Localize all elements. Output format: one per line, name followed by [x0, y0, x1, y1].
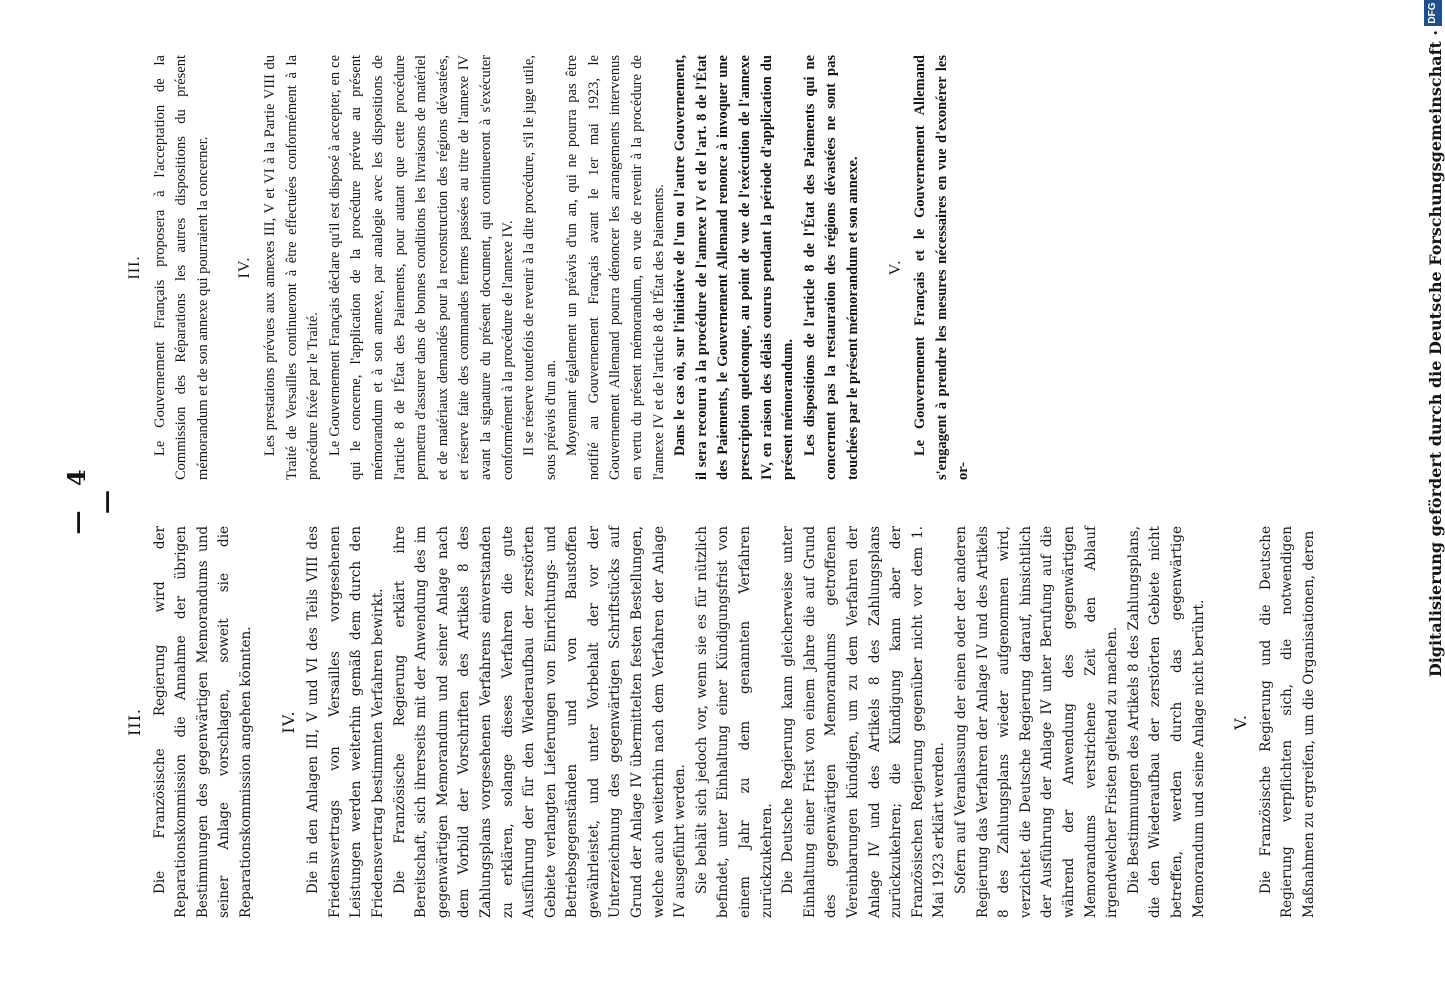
- paragraph: Le Gouvernement Français proposera à l'acceptation de la Commission des Réparations les autres dispositions du présent mémorandum et de son annexe qui pourraient la concerner.: [151, 55, 211, 480]
- digitization-credit: [1422, 0, 1444, 1000]
- paragraph: Le Gouvernement Français et le Gouvernement Allemand s'engagent à prendre les mesures nécessaires en vue d'exonérer les or-: [912, 55, 972, 480]
- section-heading: IV.: [236, 256, 254, 279]
- paragraph: Die Französische Regierung wird der Reparationskommission die Annahme der übrigen Bestimmungen des gegenwärtigen Memorandums und seiner Anlage vorschlagen, soweit sie die Reparationskommission angehen könnten.: [151, 526, 254, 918]
- section-heading: III.: [126, 255, 143, 280]
- paragraph: Die Bestimmungen des Artikels 8 des Zahlungsplans, die den Wiederaufbau der zerstörten Gebiete nicht betreffen, werden durch das gegenwärtige Memorandum und seine Anlage nicht berührt.: [1125, 526, 1207, 918]
- page-number: — 4 —: [62, 461, 120, 535]
- paragraph: Les dispositions de l'article 8 de l'État des Paiements qui ne concernent pas la restauration des régions dévastées ne sont pas touchées par le présent mémorandum et son annexe.: [801, 55, 861, 480]
- paragraph: Sie behält sich jedoch vor, wenn sie es für nützlich befindet, unter Einhaltung einer Kündigungsfrist von einem Jahr zu dem genannten Verfahren zurückzukehren.: [693, 526, 775, 918]
- paragraph: Die Französische Regierung erklärt ihre Bereitschaft, sich ihrerseits mit der Anwendung des im gegenwärtigen Memorandum und seiner Anlage nach dem Vorbild der Vorschriften des Artikels 8 des Zahlungsplans vorgesehenen Verfahrens einverstanden zu erklären, solange dieses Verfahren die gute Ausführung der für den Wiederaufbau der zerstörten Gebiete verlangten Lieferungen von Einrichtungs- und Betriebsgegenständen und von Baustoffen gewährleistet, und unter Vorbehalt der vor der Unterzeichnung des gegenwärtigen Schriftstücks auf Grund der Anlage IV übermittelten festen Bestellungen, welche auch weiterhin nach dem Verfahren der Anlage IV ausgeführt werden.: [391, 526, 689, 918]
- paragraph: Les prestations prévues aux annexes III, V et VI à la Partie VIII du Traité de Versailles continueront à être effectuées conformément à la procédure fixée par le Traité.: [261, 55, 322, 480]
- german-column: [112, 526, 1320, 918]
- paragraph: Die Französische Regierung und die Deutsche Regierung verpflichten sich, die notwendigen Maßnahmen zu ergreifen, um die Organisationen, deren: [1257, 526, 1317, 918]
- credit-text: Digitalisierung gefördert durch die Deutsche Forschungsgemeinschaft ·: [1426, 30, 1445, 678]
- section-heading: V.: [1231, 714, 1251, 730]
- french-column: [112, 55, 975, 480]
- paragraph: Die in den Anlagen III, V und VI des Teils VIII des Friedensvertrags von Versailles vorgesehenen Leistungen werden weiterhin gemäß dem durch den Friedensvertrag bestimmten Verfahren bewirkt.: [305, 526, 386, 918]
- section-heading: V.: [886, 259, 904, 276]
- section-heading: III.: [125, 707, 144, 737]
- paragraph: Moyennant également un préavis d'un an, qui ne pourra pas être notifié au Gouvernement Français avant le 1er mai 1923, le Gouvernement Allemand pourra dénoncer les arrangements intervenus en vertu du présent mémorandum, en vue de revenir à la procédure de l'annexe IV et de l'article 8 de l'État des Paiements.: [564, 55, 667, 480]
- section-heading: IV.: [278, 710, 298, 734]
- paragraph: Il se réserve toutefois de revenir à la dite procédure, s'il le juge utile, sous préavis d'un an.: [521, 55, 559, 480]
- paragraph: Dans le cas où, sur l'initiative de l'un ou l'autre Gouvernement, il sera recouru à la procédure de l'annexe IV et de l'art. 8 de l'État des Paiements, le Gouvernement Allemand renonce à invoquer une prescription quelconque, au point de vue de l'exécution de l'annexe IV, en raison des délais courus pendant la période d'application du présent mémorandum.: [672, 55, 797, 480]
- paragraph: Die Deutsche Regierung kann gleicherweise unter Einhaltung einer Frist von einem Jahre die auf Grund des gegenwärtigen Memorandums getroffenen Vereinbarungen kündigen, um zu dem Verfahren der Anlage IV und des Artikels 8 des Zahlungsplans zurückzukehren; die Kündigung kann aber der Französischen Regierung gegenüber nicht vor dem 1. Mai 1923 erklärt werden.: [780, 526, 948, 918]
- paragraph: Sofern auf Veranlassung der einen oder der anderen Regierung das Verfahren der Anlage IV und des Artikels 8 des Zahlungsplans wieder aufgenommen wird, verzichtet die Deutsche Regierung darauf, hinsichtlich der Ausführung der Anlage IV unter Berufung auf die während der Anwendung des gegenwärtigen Memorandums verstrichene Zeit den Ablauf irgendwelcher Fristen geltend zu machen.: [952, 526, 1121, 918]
- paragraph: Le Gouvernement Français déclare qu'il est disposé à accepter, en ce qui le concerne, l'application de la procédure prévue au présent mémorandum et à son annexe, par analogie avec les dispositions de l'article 8 de l'État des Paiements, pour autant que cette procédure permettra d'assurer dans de bonnes conditions les livraisons de matériel et de matériaux demandés pour la reconstruction des régions dévastées, et réserve faite des commandes fermes passées au titre de l'annexe IV avant la signature du présent document, qui continueront à s'exécuter conformément à la procédure de l'annexe IV.: [326, 55, 516, 480]
- dfg-logo-icon: DFG: [1424, 0, 1442, 26]
